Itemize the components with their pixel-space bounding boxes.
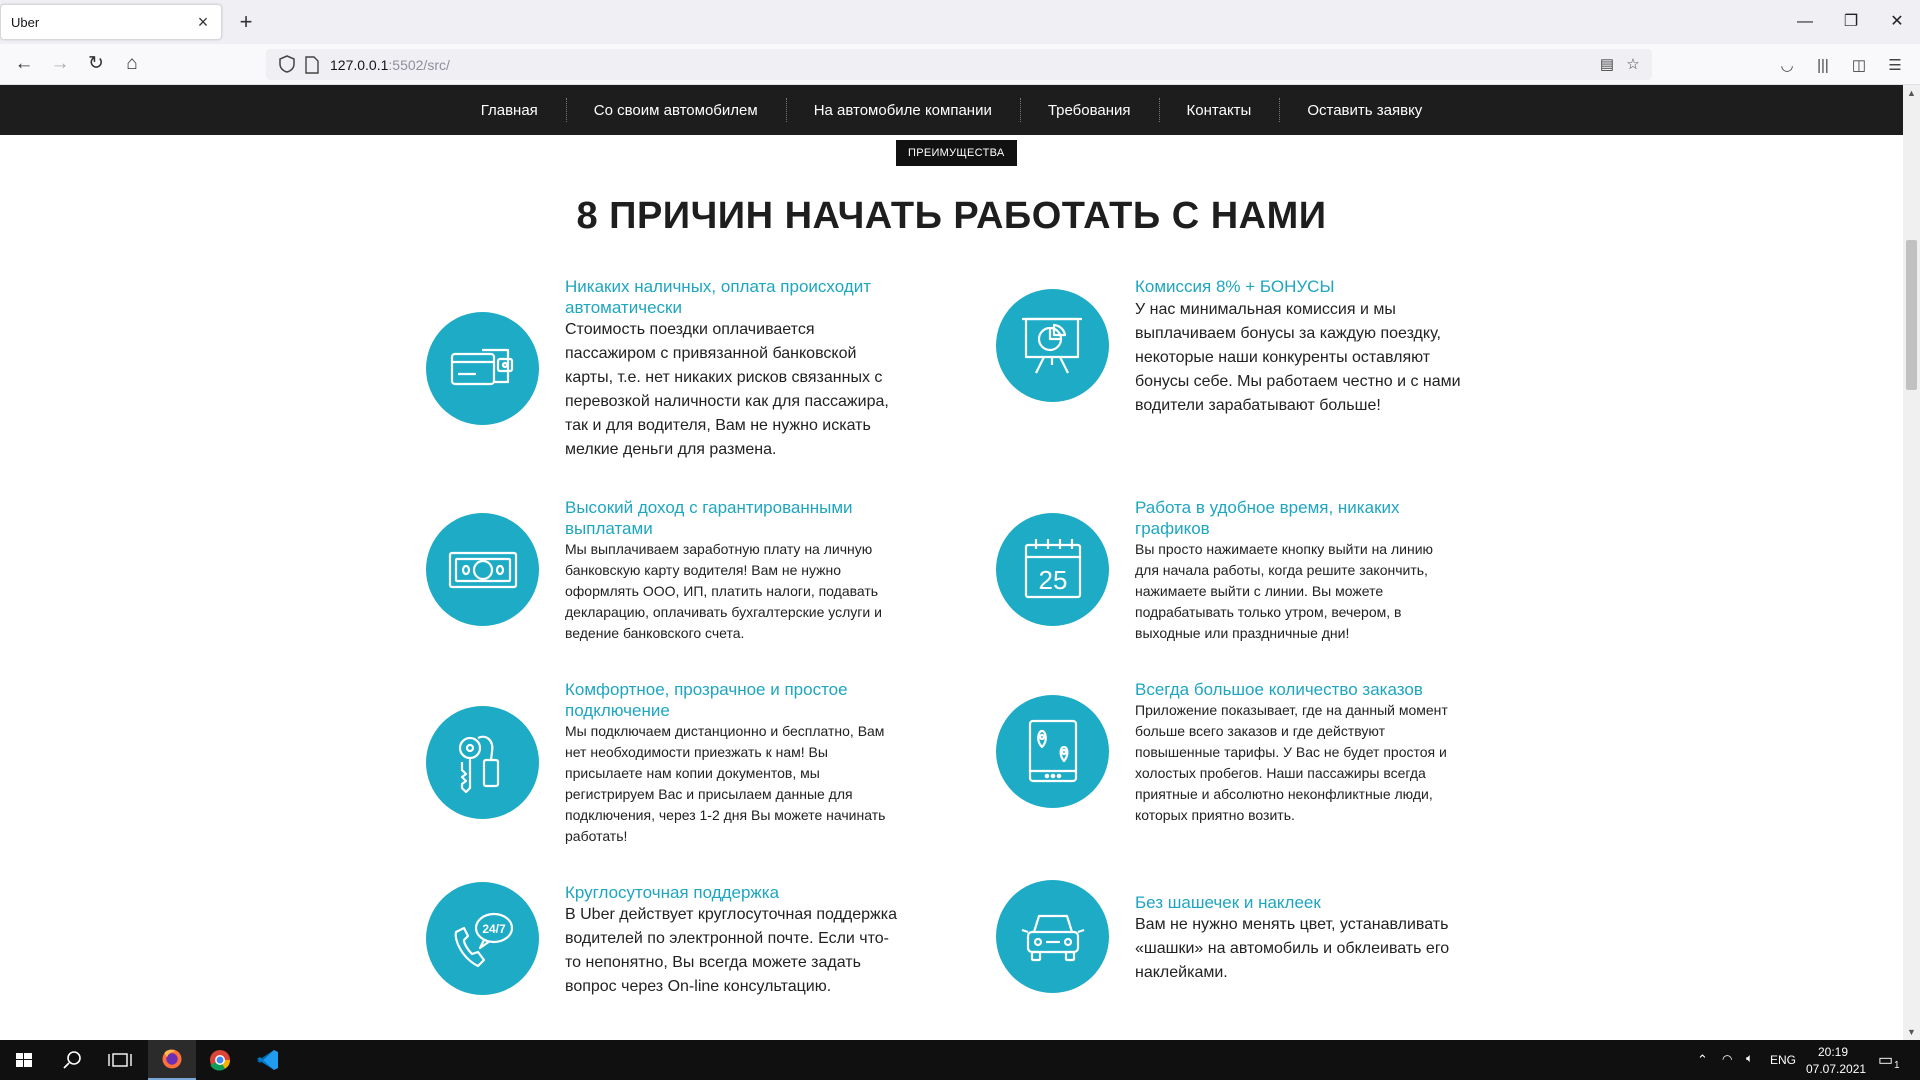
nav-item-home[interactable]: Главная — [480, 101, 538, 119]
feature-text-line: водители зарабатывают больше! — [1135, 397, 1381, 414]
feature-title — [1135, 892, 1321, 913]
url-host: 127.0.0.1 — [330, 57, 389, 73]
feature-title — [565, 276, 871, 318]
feature-text — [565, 903, 897, 999]
feature-title-line: Круглосуточная поддержка — [565, 883, 780, 902]
feature-title — [1135, 497, 1400, 539]
page-icon — [304, 56, 320, 74]
browser-toolbar — [0, 44, 1920, 85]
back-icon[interactable]: ← — [14, 53, 34, 74]
feature-text-line: некоторые наши конкуренты оставляют — [1135, 349, 1431, 366]
task-view-icon[interactable] — [96, 1040, 144, 1080]
feature-text — [1135, 298, 1461, 418]
feature-text-line: бонусы себе. Мы работаем честно и с нами — [1135, 373, 1461, 390]
support-24-7-icon — [426, 882, 539, 995]
wifi-icon[interactable]: ◠ — [1722, 1052, 1733, 1066]
feature-text-line: работать! — [565, 828, 628, 844]
url-text[interactable] — [330, 57, 450, 73]
vscode-icon[interactable] — [244, 1040, 292, 1080]
feature-text — [1135, 539, 1433, 644]
page-scrollbar[interactable] — [1903, 85, 1920, 1040]
feature-title — [1135, 679, 1423, 700]
feature-title-line: Всегда большое количество заказов — [1135, 680, 1423, 699]
reload-icon[interactable]: ↻ — [88, 53, 104, 74]
minimize-icon[interactable]: — — [1797, 13, 1813, 30]
tray-expand-icon[interactable]: ⌃ — [1697, 1052, 1708, 1067]
feature-text-line: наклейками. — [1135, 964, 1228, 981]
reader-view-icon[interactable]: ▤ — [1599, 56, 1615, 73]
clock-date[interactable]: 07.07.2021 — [1806, 1062, 1867, 1076]
windows-taskbar — [0, 1040, 1920, 1080]
browser-tab-strip — [0, 0, 1920, 44]
feature-text-line: которых приятно возить. — [1135, 807, 1295, 823]
feature-title-line: Без шашечек и наклеек — [1135, 893, 1321, 912]
new-tab-icon[interactable]: + — [239, 9, 253, 34]
feature-text-line: Приложение показывает, где на данный момент — [1135, 702, 1448, 718]
site-navigation — [0, 85, 1903, 135]
url-path: :5502/src/ — [388, 57, 450, 73]
library-icon[interactable]: ||| — [1817, 57, 1829, 74]
feature-text-line: Мы подключаем дистанционно и бесплатно, Вам — [565, 723, 885, 739]
feature-title-line: Комиссия 8% + БОНУСЫ — [1135, 277, 1335, 296]
feature-title-line: графиков — [1135, 519, 1210, 538]
feature-text — [565, 721, 885, 847]
search-icon[interactable] — [48, 1040, 96, 1080]
feature-text-line: оформлять ООО, ИП, платить налоги, подавать — [565, 583, 879, 599]
nav-item-own-car[interactable]: Со своим автомобилем — [566, 102, 786, 119]
browser-tab[interactable] — [0, 4, 222, 40]
scroll-down-icon[interactable]: ▼ — [1907, 1027, 1916, 1037]
map-tablet-icon — [996, 695, 1109, 808]
car-icon — [996, 880, 1109, 993]
restore-icon[interactable]: ❐ — [1843, 13, 1859, 30]
pocket-icon[interactable]: ◡ — [1780, 57, 1794, 74]
feature-text-line: декларацию, оплачивать бухгалтерские услуги и — [565, 604, 882, 620]
calendar-day-label: 25 — [1038, 565, 1068, 595]
feature-text-line: приятные и абсолютно неконфликтные люди, — [1135, 786, 1433, 802]
tab-title: Uber — [11, 15, 40, 30]
section-heading: 8 ПРИЧИН НАЧАТЬ РАБОТАТЬ С НАМИ — [576, 195, 1327, 237]
feature-text — [1135, 913, 1449, 985]
feature-text-line: регистрируем Вас и присылаем данные для — [565, 786, 853, 802]
feature-text-line: «шашки» на автомобиль и обклеивать его — [1135, 940, 1450, 957]
feature-title — [565, 882, 779, 903]
feature-text-line: Вы просто нажимаете кнопку выйти на линию — [1135, 541, 1434, 557]
feature-text-line: то непонятно, Вы всегда можете задать — [565, 954, 861, 971]
feature-text-line: подрабатывать только утром, вечером, в — [1135, 604, 1402, 620]
feature-text-line: водителей по электронной почте. Если что- — [565, 930, 889, 947]
card-wallet-icon — [426, 312, 539, 425]
feature-text-line: карты, т.е. нет никаких рисков связанных с — [565, 369, 883, 386]
window-close-icon[interactable]: ✕ — [1890, 13, 1904, 30]
feature-title-line: выплатами — [565, 519, 653, 538]
feature-text-line: выходные или праздничные дни! — [1135, 625, 1350, 641]
sidebar-icon[interactable]: ◫ — [1851, 57, 1867, 74]
chrome-icon[interactable] — [196, 1040, 244, 1080]
language-indicator[interactable]: ENG — [1770, 1053, 1797, 1067]
feature-text-line: так и для водителя, Вам не нужно искать — [565, 417, 871, 434]
feature-text — [1135, 700, 1448, 826]
feature-text-line: Мы выплачиваем заработную плату на личную — [565, 541, 873, 557]
feature-text-line: нет необходимости приезжать к нам! Вы — [565, 744, 828, 760]
home-icon[interactable]: ⌂ — [126, 53, 138, 74]
nav-item-contacts[interactable]: Контакты — [1159, 102, 1280, 119]
calendar-icon — [996, 513, 1109, 626]
feature-title — [1135, 276, 1335, 297]
feature-text-line: больше всего заказов и где действуют — [1135, 723, 1386, 739]
feature-text-line: В Uber действует круглосуточная поддержка — [565, 906, 897, 923]
feature-text — [565, 539, 882, 644]
hamburger-menu-icon[interactable]: ☰ — [1888, 57, 1902, 74]
feature-title-line: Работа в удобное время, никаких — [1135, 498, 1400, 517]
feature-text-line: пассажиром с привязанной банковской — [565, 345, 857, 362]
feature-text-line: выплачиваем бонусы за каждую поездку, — [1135, 325, 1441, 342]
notification-icon[interactable]: ▭ — [1878, 1052, 1894, 1069]
feature-text-line: Стоимость поездки оплачивается — [565, 321, 815, 338]
feature-text-line: Вам не нужно менять цвет, устанавливать — [1135, 916, 1449, 933]
menu — [0, 85, 1903, 135]
bookmark-star-icon[interactable]: ☆ — [1626, 56, 1640, 73]
feature-text-line: ведение банковского счета. — [565, 625, 745, 641]
feature-text-line: мелкие деньги для размена. — [565, 441, 777, 458]
feature-title-line: Никаких наличных, оплата происходит — [565, 277, 871, 296]
feature-text — [565, 318, 889, 462]
support-label: 24/7 — [482, 922, 506, 936]
feature-text-line: подключения, через 1-2 дня Вы можете начинать — [565, 807, 886, 823]
feature-title-line: Комфортное, прозрачное и простое — [565, 680, 848, 699]
nav-item-apply[interactable]: Оставить заявку — [1279, 102, 1450, 119]
presentation-chart-icon — [996, 289, 1109, 402]
shield-icon[interactable] — [278, 55, 296, 73]
feature-text-line: холостых пробегов. Наши пассажиры всегда — [1135, 765, 1426, 781]
feature-text-line: банковскую карту водителя! Вам не нужно — [565, 562, 842, 578]
section-badge: ПРЕИМУЩЕСТВА — [896, 140, 1017, 166]
scroll-thumb[interactable] — [1906, 240, 1917, 390]
banknote-icon — [426, 513, 539, 626]
windows-start-icon[interactable] — [0, 1040, 48, 1080]
feature-text-line: нажимаете выйти с линии. Вы можете — [1135, 583, 1384, 599]
feature-text-line: У нас минимальная комиссия и мы — [1135, 301, 1396, 318]
key-phone-icon — [426, 706, 539, 819]
feature-title — [565, 679, 848, 721]
firefox-icon[interactable] — [148, 1040, 196, 1080]
advantages-section — [0, 135, 1903, 1040]
feature-text-line: для начала работы, когда решите закончить, — [1135, 562, 1428, 578]
clock-time[interactable]: 20:19 — [1818, 1045, 1849, 1059]
feature-title-line: подключение — [565, 701, 670, 720]
feature-text-line: присылаете нам копии документов, мы — [565, 765, 820, 781]
nav-item-requirements[interactable]: Требования — [1020, 102, 1159, 119]
feature-title-line: автоматически — [565, 298, 682, 317]
feature-text-line: повышенные тарифы. У Вас не будет простоя и — [1135, 744, 1447, 760]
volume-icon[interactable]: 🔈︎ — [1746, 1051, 1754, 1065]
notification-count: 1 — [1894, 1060, 1900, 1071]
tab-close-icon[interactable]: × — [197, 12, 209, 32]
feature-text-line: перевозкой наличности как для пассажира, — [565, 393, 889, 410]
nav-item-company-car[interactable]: На автомобиле компании — [786, 102, 1020, 119]
feature-title-line: Высокий доход с гарантированными — [565, 498, 853, 517]
feature-title — [565, 497, 853, 539]
address-bar[interactable] — [266, 49, 1652, 80]
forward-icon[interactable]: → — [50, 53, 70, 74]
feature-text-line: вопрос через On-line консультацию. — [565, 978, 832, 995]
scroll-up-icon[interactable]: ▲ — [1907, 88, 1916, 98]
